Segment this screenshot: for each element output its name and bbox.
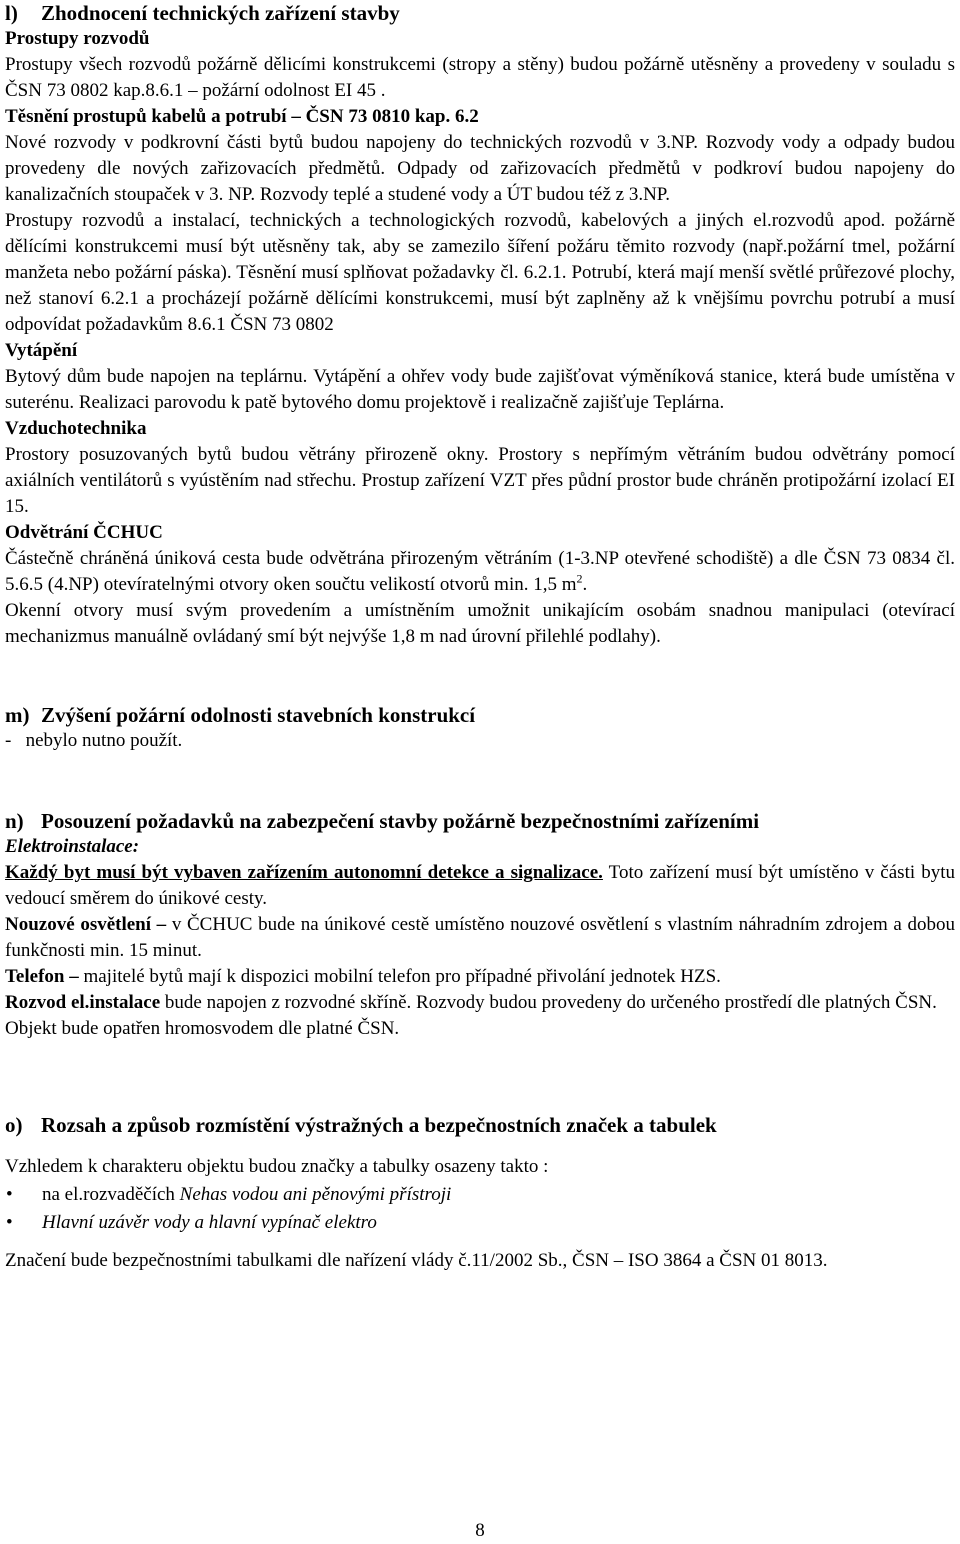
document-page bbox=[5, 0, 955, 1274]
list-item-italic: Hlavní uzávěr vody a hlavní vypínač elektro bbox=[42, 1212, 377, 1233]
paragraph: Bytový dům bude napojen na teplárnu. Vytápění a ohřev vody bude zajišťovat výměníková stanice, která bude umístěna v suterénu. Realizaci parovodu k patě bytového domu projektově i realizačně zajišťuje Teplárna. bbox=[5, 366, 955, 413]
paragraph bbox=[5, 860, 955, 912]
paragraph: Nové rozvody v podkrovní části bytů budou napojeny do technických rozvodů v 3.NP. Rozvody vody a odpady budou provedeny dle nových zařizovacích předmětů. Odpady od zařizovacích předmětů v podkroví budou napojeny do kanalizačních stoupaček v 3. NP. Rozvody teplé a studené vody a ÚT budou též z 3.NP. bbox=[5, 132, 955, 205]
section-n-heading bbox=[5, 808, 955, 834]
paragraph: Prostupy rozvodů a instalací, technických a technologických rozvodů, kabelových a jiných el.rozvodů apod. požárně dělícími konstrukcemi musí být utěsněny tak, aby se zamezilo šíření požáru těmito rozvody (např.požární tmel, požární manžeta nebo požární páska). Těsnění musí splňovat požadavky čl. 6.2.1. Potrubí, která mají menší světlé průřezové plochy, než stanoví 6.2.1 a procházejí požárně dělícími konstrukcemi, musí být zaplněny až k vnějšímu povrchu potrubí a musí odpovídat požadavkům 8.6.1 ČSN 73 0802 bbox=[5, 210, 955, 335]
subheading-odvetrani: Odvětrání ČCHUC bbox=[5, 522, 163, 543]
section-m-heading bbox=[5, 702, 955, 728]
paragraph bbox=[5, 546, 955, 598]
paragraph-bold: Nouzové osvětlení – bbox=[5, 914, 167, 935]
list-item bbox=[5, 1182, 955, 1210]
section-l-number: l) bbox=[5, 1, 18, 25]
bullet-icon: • bbox=[6, 1212, 13, 1233]
paragraph: Značení bude bezpečnostními tabulkami dle nařízení vlády č.11/2002 Sb., ČSN – ISO 3864 a ČSN 01 8013. bbox=[5, 1250, 828, 1271]
section-n-number: n) bbox=[5, 809, 24, 833]
section-m-number: m) bbox=[5, 703, 30, 727]
paragraph: Prostupy všech rozvodů požárně dělicími konstrukcemi (stropy a stěny) budou požárně utěsněny a provedeny v souladu s ČSN 73 0802 kap.8.6.1 – požární odolnost EI 45 . bbox=[5, 54, 955, 101]
paragraph: Objekt bude opatřen hromosvodem dle platné ČSN. bbox=[5, 1018, 400, 1039]
paragraph-end: . bbox=[582, 574, 588, 595]
section-o-number: o) bbox=[5, 1113, 23, 1137]
paragraph-tesneni: Těsnění prostupů kabelů a potrubí – ČSN 73 0810 kap. 6.2 bbox=[5, 106, 479, 127]
paragraph-text: v ČCHUC bude na únikové cestě umístěno nouzové osvětlení s vlastním náhradním zdrojem a dobou funkčnosti min. 15 minut. bbox=[5, 914, 955, 961]
list-item-italic: Nehas vodou ani pěnovými přístroji bbox=[179, 1184, 452, 1205]
subheading-vytapeni: Vytápění bbox=[5, 340, 78, 361]
paragraph bbox=[5, 990, 955, 1016]
bullet-icon: • bbox=[6, 1184, 13, 1205]
paragraph: Prostory posuzovaných bytů budou větrány přirozeně okny. Prostory s nepřímým větráním budou odvětrány pomocí axiálních ventilátorů s vyústěním nad střechu. Prostup zařízení VZT přes půdní prostor bude chráněn protipožární izolací EI 15. bbox=[5, 444, 955, 517]
section-m-title: Zvýšení požární odolnosti stavebních konstrukcí bbox=[41, 703, 476, 727]
list-item-text: na el.rozvaděčích bbox=[42, 1184, 180, 1205]
section-n-title: Posouzení požadavků na zabezpečení stavby požárně bezpečnostními zařízeními bbox=[41, 809, 760, 833]
paragraph bbox=[5, 964, 955, 990]
paragraph-text: Částečně chráněná úniková cesta bude odvětrána přirozeným větráním (1-3.NP otevřené schodiště) a dle ČSN 73 0834 čl. 5.6.5 (4.NP) otevíratelnými otvory oken součtu velikostí otvorů min. 1,5 m bbox=[5, 548, 955, 595]
paragraph: - nebylo nutno použít. bbox=[5, 730, 183, 751]
list-item bbox=[5, 1210, 955, 1238]
section-o-heading bbox=[5, 1112, 955, 1138]
subheading-elektroinstalace: Elektroinstalace: bbox=[5, 836, 140, 857]
section-o-title: Rozsah a způsob rozmístění výstražných a bezpečnostních značek a tabulek bbox=[41, 1113, 717, 1137]
superscript: 2 bbox=[576, 571, 583, 586]
page-number: 8 bbox=[475, 1520, 485, 1541]
paragraph: Okenní otvory musí svým provedením a umístněním umožnit unikajícím osobám snadnou manipulaci (otevírací mechanizmus manuálně ovládaný smí být nejvýše 1,8 m nad úrovní přilehlé podlahy). bbox=[5, 600, 955, 647]
subheading-vzduchotechnika: Vzduchotechnika bbox=[5, 418, 147, 439]
paragraph-bold: Rozvod el.instalace bbox=[5, 992, 161, 1013]
section-l-heading bbox=[5, 0, 955, 26]
paragraph-text: bude napojen z rozvodné skříně. Rozvody budou provedeny do určeného prostředí dle platných ČSN. bbox=[160, 992, 937, 1013]
paragraph-bold: Každý byt musí být vybaven zařízením autonomní detekce a signalizace. bbox=[5, 862, 603, 883]
paragraph-text: Toto zařízení musí být umístěno v části bytu vedoucí směrem do únikové cesty. bbox=[5, 862, 956, 909]
subheading-prostupy: Prostupy rozvodů bbox=[5, 28, 150, 49]
section-l-title: Zhodnocení technických zařízení stavby bbox=[41, 1, 400, 25]
paragraph-bold: Telefon – bbox=[5, 966, 79, 987]
paragraph: Vzhledem k charakteru objektu budou značky a tabulky osazeny takto : bbox=[5, 1156, 549, 1177]
paragraph-text: majitelé bytů mají k dispozici mobilní telefon pro případné přivolání jednotek HZS. bbox=[78, 966, 721, 987]
bullet-list bbox=[5, 1182, 955, 1238]
paragraph bbox=[5, 912, 955, 964]
